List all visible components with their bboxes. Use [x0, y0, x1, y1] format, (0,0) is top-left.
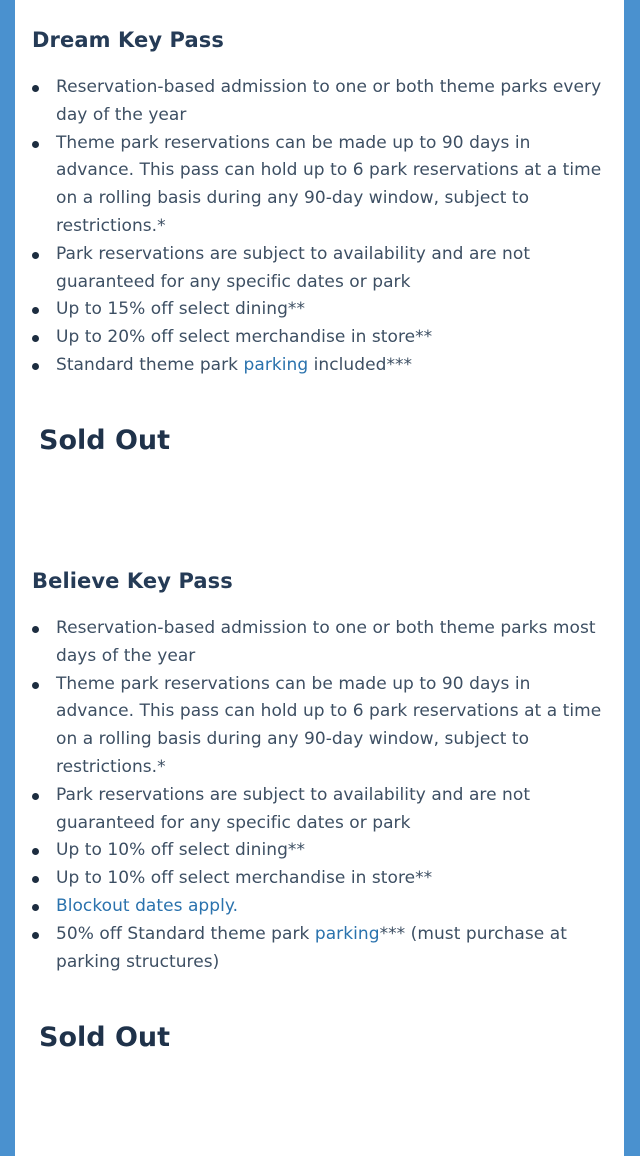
benefit-item [15, 837, 624, 865]
bullet-icon [32, 848, 39, 855]
benefit-text: Park reservations are subject to availability and are not guaranteed for any specific dates or park [56, 784, 531, 833]
benefit-item [15, 893, 624, 921]
benefit-text: Theme park reservations can be made up to 90 days in advance. This pass can hold up to 6 park reservations at a time on a rolling basis during any 90-day window, subject to restrictions.* [56, 132, 602, 236]
benefit-text: Up to 10% off select dining** [56, 840, 306, 861]
benefit-text-before: 50% off Standard theme park [56, 923, 315, 944]
bullet-icon [32, 335, 39, 342]
sold-out-status: Sold Out [39, 425, 171, 456]
bullet-icon [32, 793, 39, 800]
pass-title: Dream Key Pass [32, 28, 224, 52]
bullet-icon [32, 141, 39, 148]
benefit-item [15, 921, 624, 977]
bullet-icon [32, 904, 39, 911]
benefit-item [15, 865, 624, 893]
benefit-item [15, 241, 624, 297]
bullet-icon [32, 932, 39, 939]
benefit-text-before: Standard theme park [56, 354, 244, 375]
benefit-text: Reservation-based admission to one or both theme parks most days of the year [56, 618, 596, 666]
bullet-icon [32, 307, 39, 314]
pass-title: Believe Key Pass [32, 569, 233, 593]
benefit-text-after: included*** [308, 354, 413, 375]
benefit-text: Up to 20% off select merchandise in store** [56, 327, 433, 348]
bullet-icon [32, 876, 39, 883]
benefit-item [15, 671, 624, 782]
benefit-text: Reservation-based admission to one or both theme parks every day of the year [56, 77, 602, 125]
benefit-text-after: *** (must purchase at parking structures) [56, 923, 567, 972]
benefit-item [15, 615, 624, 671]
benefit-text: Park reservations are subject to availability and are not guaranteed for any specific dates or park [56, 243, 531, 292]
benefit-list [15, 74, 624, 380]
benefit-item [15, 782, 624, 838]
benefit-list [15, 615, 624, 976]
benefit-text: Theme park reservations can be made up to 90 days in advance. This pass can hold up to 6 park reservations at a time on a rolling basis during any 90-day window, subject to restrictions.* [56, 673, 602, 777]
sold-out-status: Sold Out [39, 1022, 171, 1053]
bullet-icon [32, 252, 39, 259]
benefit-item [15, 74, 624, 130]
benefit-text: Up to 10% off select merchandise in store** [56, 868, 433, 889]
benefit-item [15, 324, 624, 352]
bullet-icon [32, 682, 39, 689]
benefit-item [15, 296, 624, 324]
benefit-item [15, 352, 624, 380]
bullet-icon [32, 626, 39, 633]
parking-link[interactable]: parking [314, 923, 380, 944]
bullet-icon [32, 85, 39, 92]
blockout-dates-link[interactable]: Blockout dates apply. [56, 895, 239, 916]
benefit-text: Up to 15% off select dining** [56, 299, 306, 320]
parking-link[interactable]: parking [243, 354, 309, 375]
content-panel [15, 0, 624, 1156]
bullet-icon [32, 363, 39, 370]
benefit-item [15, 130, 624, 241]
